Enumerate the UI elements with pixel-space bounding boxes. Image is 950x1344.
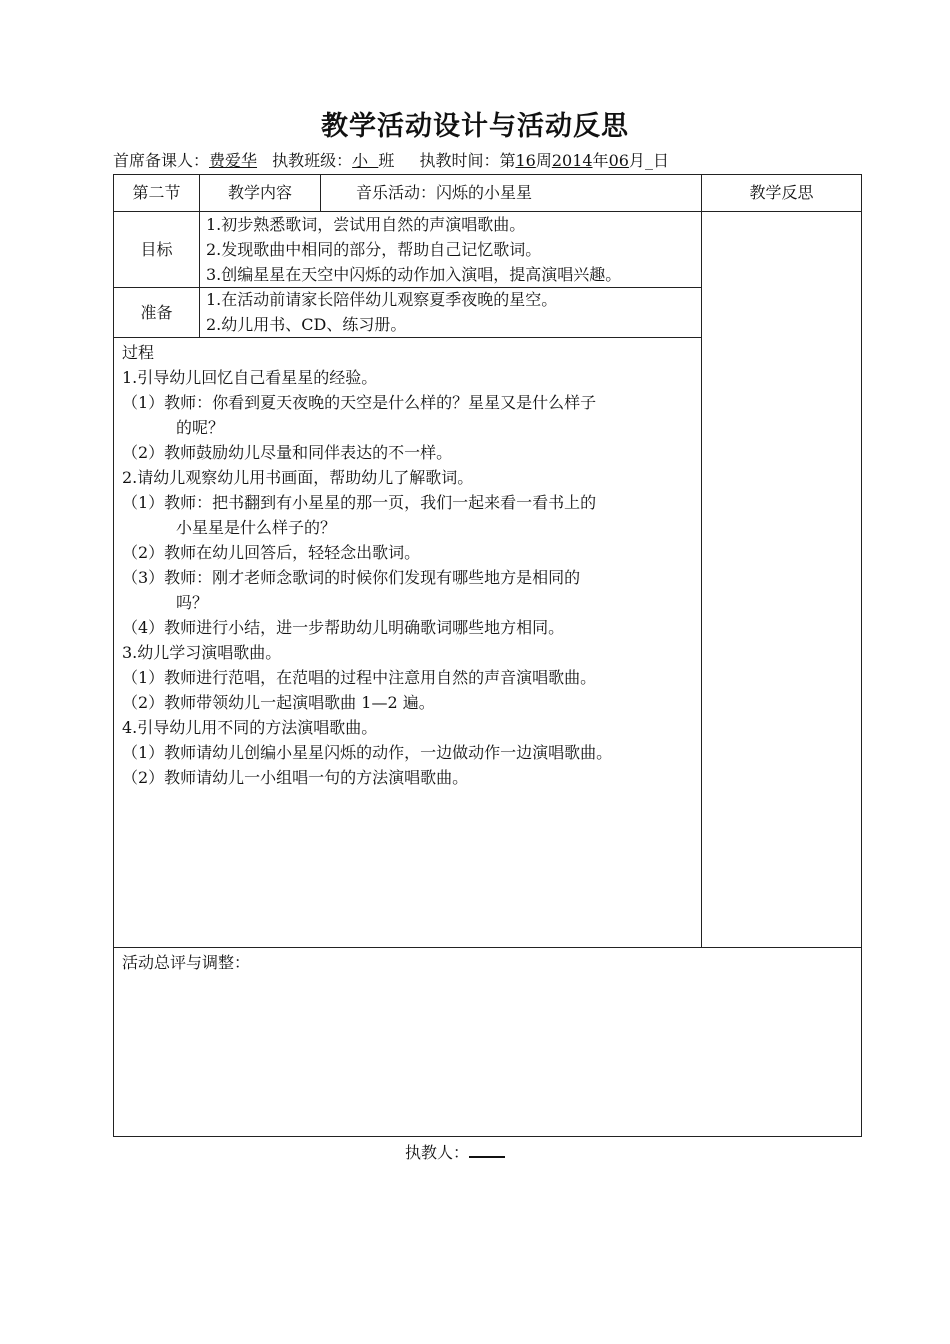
row-divider-3	[113, 337, 702, 338]
reflection-divider	[701, 174, 702, 948]
teacher-blank	[469, 1142, 505, 1158]
process-line: （4）教师进行小结，进一步帮助幼儿明确歌词哪些地方相同。	[122, 618, 565, 637]
day-suffix: 日	[652, 151, 669, 170]
process-line: （2）教师请幼儿一小组唱一句的方法演唱歌曲。	[122, 768, 469, 787]
process-section	[122, 340, 697, 790]
teacher-label: 执教人：	[405, 1143, 470, 1162]
process-line: 3.幼儿学习演唱歌曲。	[122, 643, 282, 662]
page-title: 教学活动设计与活动反思	[321, 111, 629, 142]
process-line: 过程	[122, 343, 155, 362]
header-meta	[113, 148, 873, 171]
content-value-cell	[356, 180, 532, 205]
week-value: 16	[515, 151, 536, 170]
content-value: 音乐活动：闪烁的小星星	[356, 183, 533, 202]
time-label: 执教时间：第	[419, 151, 516, 170]
process-line: （2）教师在幼儿回答后，轻轻念出歌词。	[122, 543, 421, 562]
month-suffix: 月	[628, 151, 645, 170]
table-border-bottom	[113, 1136, 862, 1137]
content-label-cell	[200, 180, 320, 205]
table-border-top	[113, 174, 862, 175]
prep-item: 2.幼儿用书、CD、练习册。	[206, 315, 407, 334]
goal-item: 3.创编星星在天空中闪烁的动作加入演唱，提高演唱兴趣。	[206, 265, 622, 284]
reflection-label-cell	[702, 180, 861, 205]
reflection-label: 教学反思	[749, 183, 814, 202]
process-line: 2.请幼儿观察幼儿用书画面，帮助幼儿了解歌词。	[122, 468, 474, 487]
prep-item: 1.在活动前请家长陪伴幼儿观察夏季夜晚的星空。	[206, 290, 558, 309]
process-line: （1）教师进行范唱，在范唱的过程中注意用自然的声音演唱歌曲。	[122, 668, 597, 687]
prep-label-cell	[114, 300, 199, 325]
month-value: 06	[608, 151, 629, 170]
process-line: （2）教师鼓励幼儿尽量和同伴表达的不一样。	[122, 443, 453, 462]
lead-name: 费爱华	[209, 151, 258, 170]
process-line: （1）教师：你看到夏天夜晚的天空是什么样的？星星又是什么样子	[122, 393, 597, 412]
process-line: （1）教师：把书翻到有小星星的那一页，我们一起来看一看书上的	[122, 493, 597, 512]
class-suffix: 班	[378, 151, 395, 170]
year-suffix: 年	[592, 151, 609, 170]
prep-label: 准备	[140, 303, 173, 322]
week-suffix: 周	[535, 151, 552, 170]
process-line: （3）教师：刚才老师念歌词的时候你们发现有哪些地方是相同的	[122, 568, 581, 587]
class-value: 小	[352, 151, 379, 170]
prep-list	[206, 287, 557, 337]
process-line: 4.引导幼儿用不同的方法演唱歌曲。	[122, 718, 378, 737]
summary-label: 活动总评与调整：	[122, 953, 251, 972]
process-line: （1）教师请幼儿创编小星星闪烁的动作，一边做动作一边演唱歌曲。	[122, 743, 613, 762]
process-line: 的呢？	[176, 418, 225, 437]
table-border-right	[861, 174, 862, 1137]
process-line: （2）教师带领幼儿一起演唱歌曲 1—2 遍。	[122, 693, 435, 712]
row-divider-4	[113, 947, 862, 948]
class-label: 执教班级：	[272, 151, 353, 170]
process-line: 1.引导幼儿回忆自己看星星的经验。	[122, 368, 378, 387]
col-divider-content	[320, 174, 321, 212]
goals-label-cell	[114, 237, 199, 262]
year-value: 2014	[551, 151, 593, 170]
goals-label: 目标	[140, 240, 173, 259]
process-line: 吗？	[176, 593, 209, 612]
goal-item: 1.初步熟悉歌词，尝试用自然的声演唱歌曲。	[206, 215, 526, 234]
goal-item: 2.发现歌曲中相同的部分，帮助自己记忆歌词。	[206, 240, 542, 259]
goals-list	[206, 212, 621, 287]
day-blank: _	[644, 151, 653, 170]
footer	[405, 1140, 505, 1163]
section-label: 第二节	[132, 183, 181, 202]
section-cell	[114, 180, 199, 205]
content-label: 教学内容	[227, 183, 292, 202]
process-line: 小星星是什么样子的？	[176, 518, 337, 537]
lead-label: 首席备课人：	[113, 151, 210, 170]
